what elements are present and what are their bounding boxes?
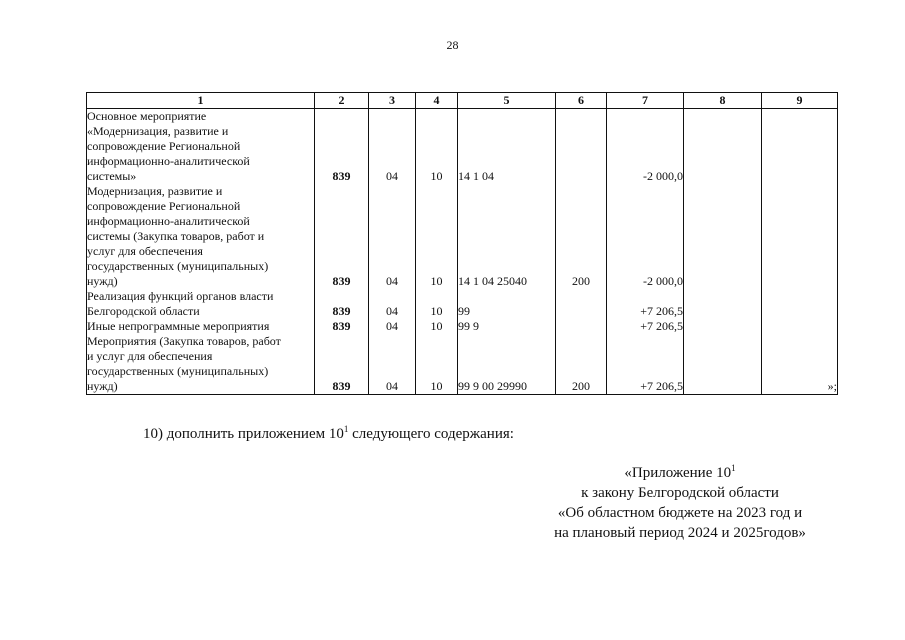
row-name-line: нужд): [87, 379, 118, 393]
cell-c5: 14 1 04: [458, 109, 556, 185]
row-name-line: нужд): [87, 274, 118, 288]
cell-c6: [556, 319, 607, 334]
row-name-line: Белгородской области: [87, 304, 200, 318]
row-name: [87, 334, 315, 395]
appendix-title: [550, 458, 810, 483]
cell-c6: 200: [556, 334, 607, 395]
cell-c3: 04: [369, 334, 416, 395]
cell-c7: +7 206,5: [607, 289, 684, 319]
cell-c7: -2 000,0: [607, 184, 684, 289]
table-body: [87, 109, 838, 395]
cell-c2: 839: [315, 319, 369, 334]
cell-c4: 10: [416, 334, 458, 395]
page-number: 28: [446, 38, 459, 52]
cell-c7: +7 206,5: [607, 334, 684, 395]
appendix-line-3: «Об областном бюджете на 2023 год и: [557, 505, 803, 521]
row-name: [87, 289, 315, 319]
cell-c5: 99 9: [458, 319, 556, 334]
cell-c5: 99 9 00 29990: [458, 334, 556, 395]
cell-c6: 200: [556, 184, 607, 289]
cell-c5: 14 1 04 25040: [458, 184, 556, 289]
table-row: [87, 289, 838, 319]
appendix-header: [550, 458, 810, 543]
cell-c9: [762, 184, 838, 289]
cell-c4: 10: [416, 289, 458, 319]
row-name: [87, 184, 315, 289]
cell-c4: 10: [416, 319, 458, 334]
cell-c6: [556, 109, 607, 185]
cell-c8: [684, 319, 762, 334]
row-name-line: услуг для обеспечения: [87, 244, 203, 258]
cell-c9: [762, 319, 838, 334]
cell-c8: [684, 109, 762, 185]
cell-c8: [684, 184, 762, 289]
column-header-4: 4: [416, 93, 458, 109]
cell-c8: [684, 289, 762, 319]
appendix-title-superscript: 1: [731, 463, 736, 473]
item-10-suffix: следующего содержания:: [348, 426, 514, 442]
cell-c2: 839: [315, 184, 369, 289]
item-10-text: [143, 424, 514, 443]
cell-c5: 99: [458, 289, 556, 319]
column-header-6: 6: [556, 93, 607, 109]
cell-c6: [556, 289, 607, 319]
row-name-line: Мероприятия (Закупка товаров, работ: [87, 334, 281, 348]
column-header-2: 2: [315, 93, 369, 109]
row-name-line: информационно-аналитической: [87, 154, 250, 168]
appendix-line-4: на плановый период 2024 и 2025годов»: [554, 525, 806, 541]
cell-c3: 04: [369, 289, 416, 319]
row-name-line: Модернизация, развитие и: [87, 184, 223, 198]
cell-c2: 839: [315, 109, 369, 185]
row-name-line: «Модернизация, развитие и: [87, 124, 229, 138]
cell-c3: 04: [369, 319, 416, 334]
cell-c4: 10: [416, 184, 458, 289]
header-row: [87, 93, 838, 109]
column-header-8: 8: [684, 93, 762, 109]
row-name-line: системы (Закупка товаров, работ и: [87, 229, 265, 243]
appendix-title-text: «Приложение 10: [624, 465, 732, 481]
cell-c2: 839: [315, 289, 369, 319]
row-name-line: информационно-аналитической: [87, 214, 250, 228]
cell-c9: [762, 289, 838, 319]
row-name-line: сопровождение Региональной: [87, 139, 241, 153]
budget-table: [86, 92, 838, 395]
cell-c7: +7 206,5: [607, 319, 684, 334]
cell-c4: 10: [416, 109, 458, 185]
row-name-line: и услуг для обеспечения: [87, 349, 213, 363]
item-10-prefix: 10) дополнить приложением 10: [143, 426, 344, 442]
cell-c9: »;: [762, 334, 838, 395]
item-10-superscript: 1: [343, 424, 349, 434]
row-name-line: Реализация функций органов власти: [87, 289, 274, 303]
table-row: [87, 109, 838, 185]
cell-c9: [762, 109, 838, 185]
cell-c3: 04: [369, 109, 416, 185]
row-name: [87, 319, 315, 334]
column-header-5: 5: [458, 93, 556, 109]
table-row: [87, 334, 838, 395]
cell-c8: [684, 334, 762, 395]
row-name-line: сопровождение Региональной: [87, 199, 241, 213]
row-name-line: государственных (муниципальных): [87, 259, 269, 273]
cell-c3: 04: [369, 184, 416, 289]
column-header-7: 7: [607, 93, 684, 109]
column-header-1: 1: [87, 93, 315, 109]
appendix-line-2: к закону Белгородской области: [581, 485, 779, 501]
column-header-3: 3: [369, 93, 416, 109]
row-name: [87, 109, 315, 185]
table-row: [87, 319, 838, 334]
cell-c2: 839: [315, 334, 369, 395]
cell-c7: -2 000,0: [607, 109, 684, 185]
row-name-line: Иные непрограммные мероприятия: [87, 319, 270, 333]
row-name-line: Основное мероприятие: [87, 109, 207, 123]
row-name-line: системы»: [87, 169, 137, 183]
row-name-line: государственных (муниципальных): [87, 364, 269, 378]
column-header-9: 9: [762, 93, 838, 109]
table-row: [87, 184, 838, 289]
